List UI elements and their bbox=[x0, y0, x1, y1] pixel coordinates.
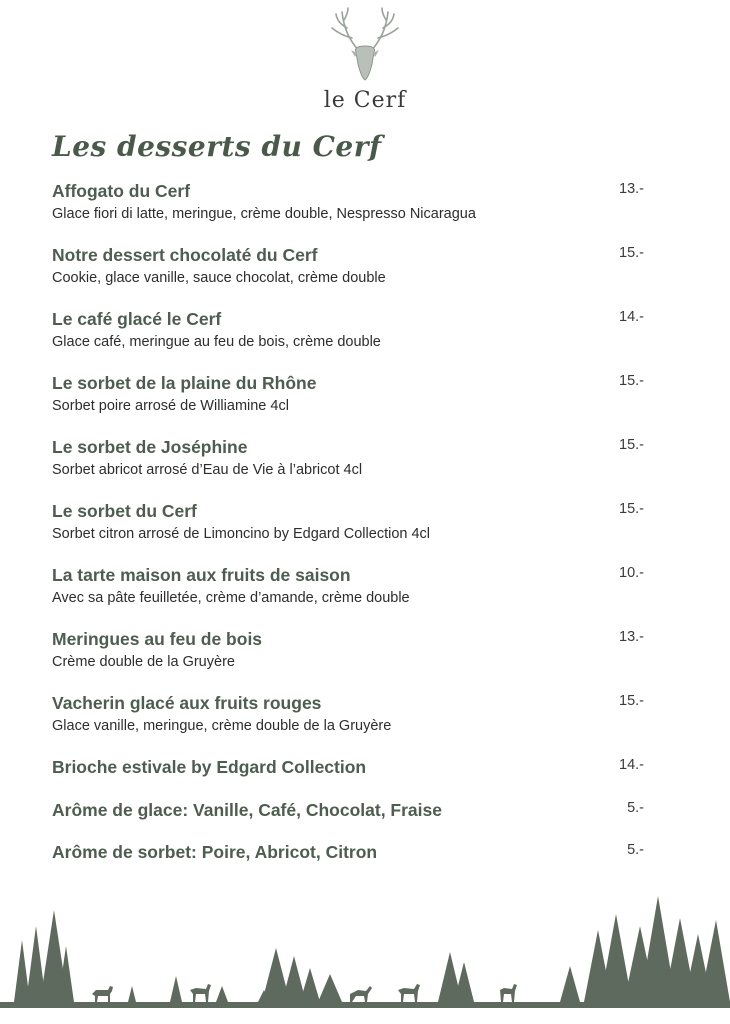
item-name: Vacherin glacé aux fruits rouges bbox=[52, 693, 322, 713]
menu-item bbox=[52, 370, 644, 434]
item-price: 10.- bbox=[619, 565, 644, 581]
item-name: Le sorbet du Cerf bbox=[52, 501, 197, 521]
item-description: Avec sa pâte feuilletée, crème d’amande, crème double bbox=[52, 590, 410, 606]
menu-item bbox=[52, 562, 644, 626]
item-description: Glace café, meringue au feu de bois, crème double bbox=[52, 334, 381, 350]
menu-item bbox=[52, 626, 644, 690]
item-price: 5.- bbox=[627, 842, 644, 858]
dessert-menu bbox=[52, 178, 644, 881]
forest-deer-silhouette-icon bbox=[0, 890, 730, 1024]
item-description: Glace vanille, meringue, crème double de la Gruyère bbox=[52, 718, 392, 734]
item-price: 13.- bbox=[619, 181, 644, 197]
section-title: Les desserts du Cerf bbox=[52, 130, 382, 163]
item-name: La tarte maison aux fruits de saison bbox=[52, 565, 351, 585]
item-name: Le sorbet de la plaine du Rhône bbox=[52, 373, 317, 393]
item-name: Meringues au feu de bois bbox=[52, 629, 263, 649]
menu-item bbox=[52, 839, 644, 881]
item-description: Cookie, glace vanille, sauce chocolat, crème double bbox=[52, 270, 386, 286]
item-price: 15.- bbox=[619, 501, 644, 517]
item-price: 15.- bbox=[619, 245, 644, 261]
menu-item bbox=[52, 797, 644, 839]
item-name: Notre dessert chocolaté du Cerf bbox=[52, 245, 318, 265]
item-name: Affogato du Cerf bbox=[52, 181, 191, 201]
menu-item bbox=[52, 306, 644, 370]
menu-item bbox=[52, 242, 644, 306]
menu-item bbox=[52, 498, 644, 562]
item-price: 14.- bbox=[619, 757, 644, 773]
menu-item bbox=[52, 754, 644, 797]
item-description: Sorbet citron arrosé de Limoncino by Edgard Collection 4cl bbox=[52, 526, 431, 542]
deer-head-icon bbox=[320, 6, 410, 86]
item-name: Arôme de sorbet: Poire, Abricot, Citron bbox=[52, 842, 378, 862]
item-price: 14.- bbox=[619, 309, 644, 325]
item-description: Sorbet abricot arrosé d’Eau de Vie à l’abricot 4cl bbox=[52, 462, 363, 478]
menu-item bbox=[52, 690, 644, 754]
logo bbox=[300, 6, 430, 114]
item-description: Crème double de la Gruyère bbox=[52, 654, 235, 670]
menu-item bbox=[52, 178, 644, 242]
item-price: 15.- bbox=[619, 373, 644, 389]
item-description: Glace fiori di latte, meringue, crème double, Nespresso Nicaragua bbox=[52, 206, 476, 222]
item-name: Arôme de glace: Vanille, Café, Chocolat, Fraise bbox=[52, 800, 442, 820]
item-name: Le sorbet de Joséphine bbox=[52, 437, 248, 457]
item-price: 15.- bbox=[619, 693, 644, 709]
item-name: Le café glacé le Cerf bbox=[52, 309, 222, 329]
item-price: 15.- bbox=[619, 437, 644, 453]
item-name: Brioche estivale by Edgard Collection bbox=[52, 757, 367, 777]
item-description: Sorbet poire arrosé de Williamine 4cl bbox=[52, 398, 289, 414]
menu-item bbox=[52, 434, 644, 498]
item-price: 5.- bbox=[627, 800, 644, 816]
brand-name: le Cerf bbox=[323, 88, 407, 113]
item-price: 13.- bbox=[619, 629, 644, 645]
